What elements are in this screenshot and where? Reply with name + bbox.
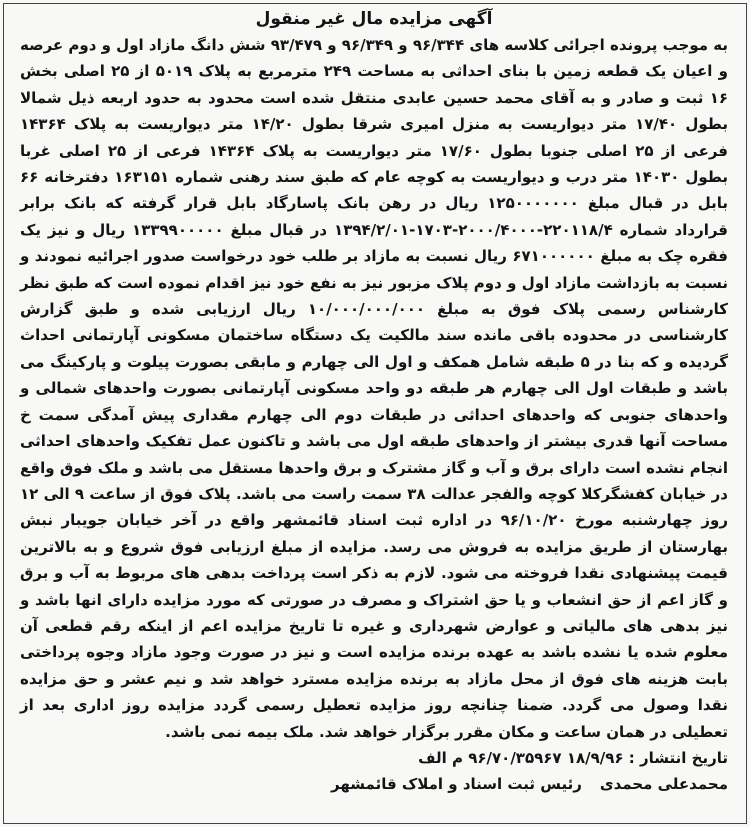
publication-line xyxy=(20,745,728,771)
notice-footer xyxy=(20,745,728,798)
notice-paragraph: به موجب پرونده اجرائی کلاسه های ۹۶/۳۴۴ و ۹۶/۳۴۹ و ۹۳/۴۷۹ شش دانگ مازاد اول و دوم عرصه و اعیان یک قطعه زمین با بنای احداثی به مساحت ۲۴۹ مترمربع به پلاک ۵۰۱۹ از ۲۵ اصلی بخش ۱۶ ثبت و صادر و به آقای محمد حسین عابدی منتقل شده است محدود به حدود اربعه ذیل شمالا بطول ۱۷/۴۰ متر دیواریست به منزل امیری شرقا بطول ۱۴/۲۰ متر دیواریست به پلاک ۱۴۳۶۴ فرعی از ۲۵ اصلی جنوبا بطول ۱۷/۶۰ متر دیواریست به پلاک ۱۴۳۶۴ فرعی از ۲۵ اصلی غربا بطول ۱۴۰۳۰ متر درب و دیواریست به کوچه عام که طبق سند رهنی شماره ۱۶۳۱۵۱ دفترخانه ۶۶ بابل در قبال مبلغ ۱۲۵۰۰۰۰۰۰۰ ریال در رهن بانک پاسارگاد بابل قرار گرفته که بانک برابر قرارداد شماره ۲۲۰۱۱۸/۴-۲۰۰۰/۴۰۰۰-۱۷۰۳-۱۳۹۴/۲/۰۱ در قبال مبلغ ۱۳۳۹۹۰۰۰۰۰ ریال و نیز یک فقره چک به مبلغ ۶۷۱۰۰۰۰۰۰ ریال نسبت به مازاد بر طلب خود درخواست صدور اجرائیه نمودند و نسبت به بازداشت مازاد اول و دوم پلاک مزبور نیز به نفع خود نیز اقدام نموده است که طبق نظر کارشناس رسمی پلاک فوق به مبلغ ۱۰/۰۰۰/۰۰۰/۰۰۰ ریال ارزیابی شده و طبق گزارش کارشناسی در محدوده باقی مانده سند مالکیت یک دستگاه ساختمان مسکونی آپارتمانی احداث گردیده و که بنا در ۵ طبقه شامل همکف و اول الی چهارم و مابقی بصورت پیلوت و پارکینگ می باشد و طبقات اول الی چهارم هر طبقه دو واحد مسکونی آپارتمانی بصورت واحدهای شمالی و واحدهای جنوبی که واحدهای احداثی در طبقات دوم الی چهارم مقداری پیش آمدگی سمت خ مساحت آنها قدری بیشتر از واحدهای طبقه اول می باشد و تاکنون عمل تفکیک واحدهای احداثی انجام نشده است دارای برق و آب و گاز مشترک و برق واحدها مستقل می باشد و ملک فوق واقع در خیابان کفشگرکلا کوچه والفجر عدالت ۳۸ سمت راست می باشد. پلاک فوق از ساعت ۹ الی ۱۲ روز چهارشنبه مورخ ۹۶/۱۰/۲۰ در اداره ثبت اسناد قائمشهر واقع در آخر خیابان جویبار نبش بهارستان از طریق مزایده به فروش می رسد. مزایده از مبلغ ارزیابی فوق شروع و به بالاترین قیمت پیشنهادی نقدا فروخته می شود. لازم به ذکر است پرداخت بدهی های مربوط به آب و برق و گاز اعم از حق انشعاب و یا حق اشتراک و مصرف در صورتی که مورد مزایده دارای انها باشد و نیز بدهی های مالیاتی و عوارض شهرداری و غیره تا تاریخ مزایده اعم از اینکه رقم قطعی آن معلوم شده یا نشده باشد به عهده برنده مزایده است و نیز در صورت وجود مازاد وجوه پرداختی بابت هزینه های فوق از محل مازاد به برنده مزایده مسترد خواهد شد و نیم عشر و حق مزایده نقدا وصول می گردد. ضمنا چنانچه روز مزایده تعطیل رسمی گردد مزایده روز اداری بعد از تعطیلی در همان ساعت و مکان مقرر برگزار خواهد شد. ملک بیمه نمی باشد. xyxy=(20,36,729,741)
publication-date: ۱۸/۹/۹۶ xyxy=(566,748,624,767)
notice-title: آگهی مزایده مال غیر منقول xyxy=(255,9,493,29)
publication-serial: ۹۶/۷۰/۳۵۹۶۷ م الف xyxy=(418,748,562,767)
signatory-role: رئیس ثبت اسناد و املاک قائمشهر xyxy=(331,775,582,794)
signature-line xyxy=(20,771,728,797)
publication-label: تاریخ انتشار : xyxy=(628,748,728,767)
signatory-name: محمدعلی محمدی xyxy=(599,775,728,794)
notice-body xyxy=(20,32,728,745)
notice-frame xyxy=(3,3,747,824)
